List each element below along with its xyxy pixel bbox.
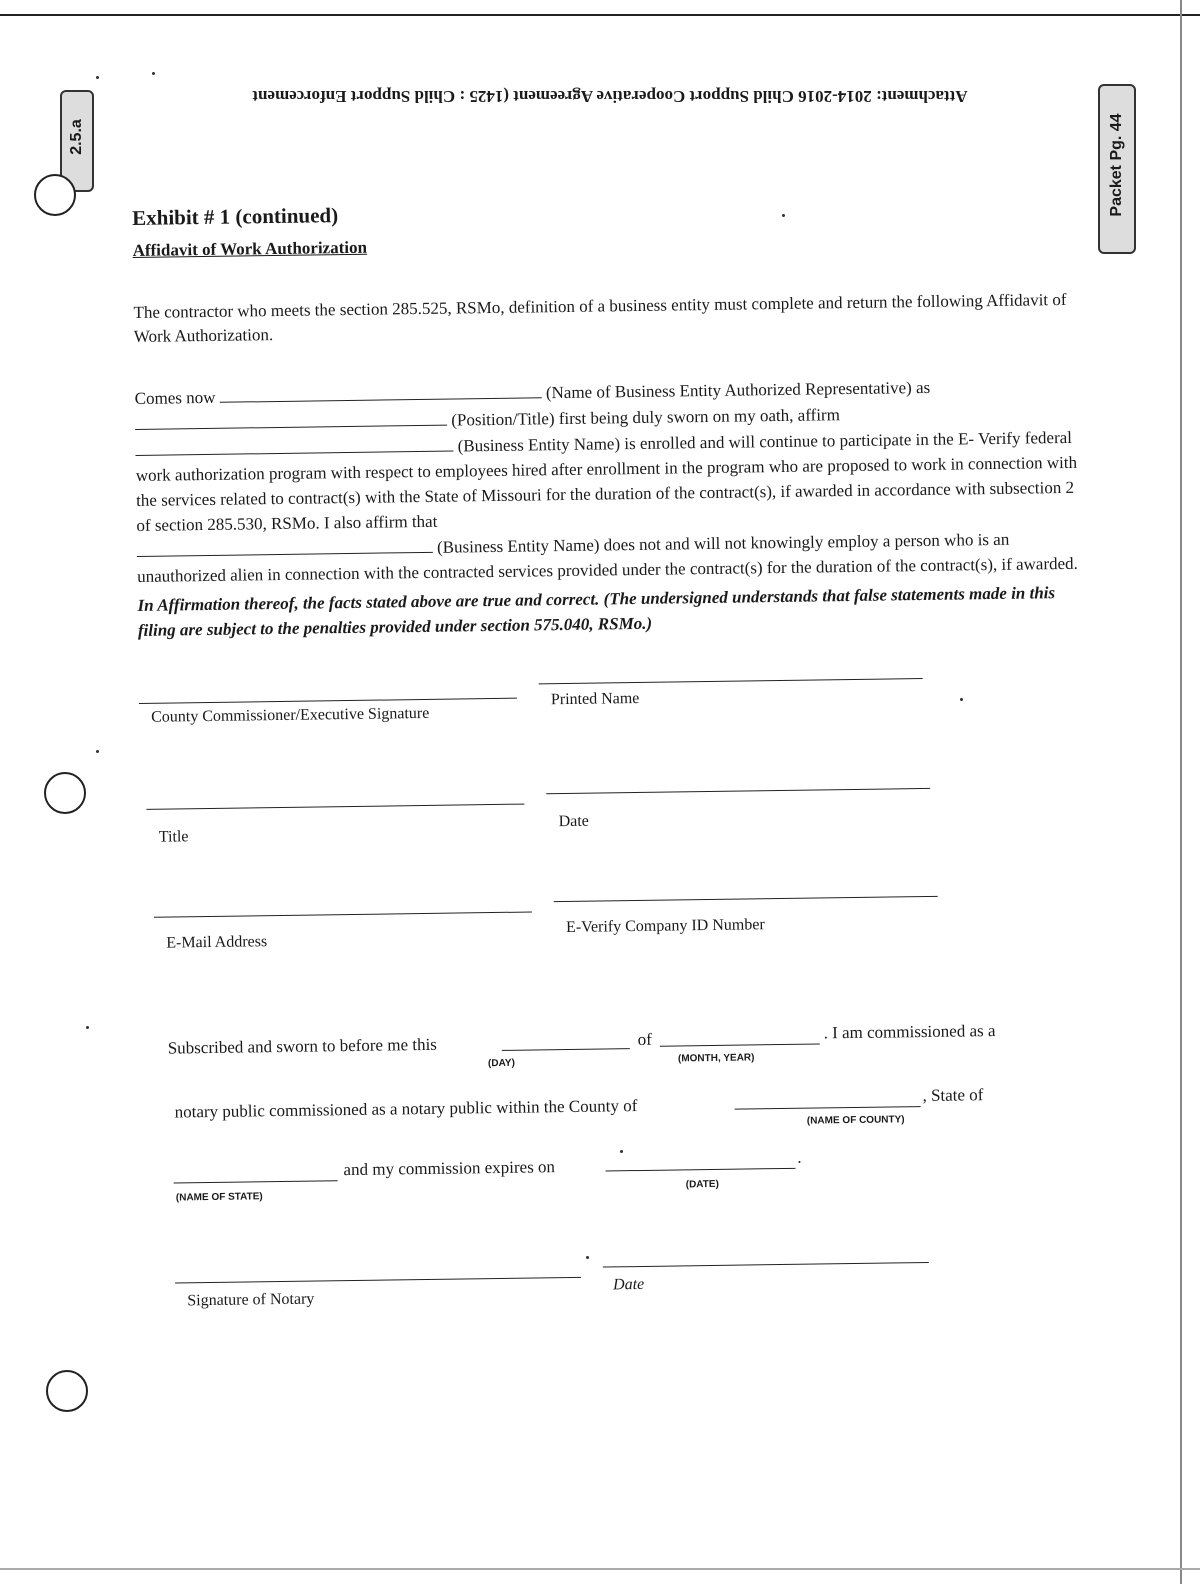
- position-title-field[interactable]: [135, 407, 447, 430]
- expiry-date-field[interactable]: [605, 1150, 795, 1172]
- punch-hole-icon: [34, 174, 76, 216]
- notary-signature-row: [147, 1253, 1108, 1378]
- business-entity-name-field[interactable]: [135, 433, 453, 456]
- date-line[interactable]: [546, 788, 930, 794]
- state-name-field[interactable]: [173, 1162, 337, 1183]
- scan-speck: [86, 1026, 89, 1029]
- affidavit-body: [134, 372, 1092, 589]
- subscribed-text: Subscribed and sworn to before me this: [167, 1034, 437, 1058]
- unauthorized-alien-text: is an unauthorized alien in connection with the contracted services provided under the contract(s) for the duration of the contract(s), if awarded.: [137, 529, 1078, 586]
- everify-id-label: E-Verify Company ID Number: [565, 916, 765, 937]
- comes-now-text: Comes now: [134, 387, 216, 408]
- title-label: Title: [158, 828, 189, 846]
- county-label: (NAME OF COUNTY): [806, 1114, 905, 1127]
- day-label: (DAY): [487, 1057, 515, 1070]
- commissioner-signature-label: County Commissioner/Executive Signature: [151, 704, 430, 726]
- month-year-label: (MONTH, YEAR): [677, 1052, 755, 1065]
- scan-speck: [152, 72, 155, 75]
- packet-page-label: Packet Pg. 44: [1108, 113, 1125, 217]
- signature-row-1: [139, 670, 1100, 795]
- punch-hole-icon: [44, 772, 86, 814]
- expires-period: .: [797, 1147, 802, 1167]
- page-edge-top: [0, 14, 1200, 16]
- notary-date-line[interactable]: [603, 1262, 929, 1268]
- notary-signature-line[interactable]: [175, 1277, 581, 1284]
- affidavit-content: [132, 193, 1108, 1379]
- date-label: Date: [558, 812, 589, 831]
- page-edge-right: [1180, 0, 1182, 1584]
- month-year-field[interactable]: [660, 1025, 820, 1046]
- state-label: (NAME OF STATE): [175, 1191, 263, 1204]
- scan-speck: [96, 750, 99, 753]
- business-entity-label-2: (Business Entity Name) does not and will not knowingly employ a person who: [436, 530, 974, 557]
- position-label: (Position/Title) first being duly sworn on my oath, affirm: [451, 405, 841, 430]
- page-edge-bottom: [0, 1568, 1200, 1570]
- attachment-header: Attachment: 2014-2016 Child Support Cooperative Agreement (1425 : Child Support Enforcement: [252, 87, 968, 106]
- notary-date-label: Date: [612, 1275, 645, 1294]
- packet-page-stamp: [1098, 84, 1136, 254]
- signature-row-2: [140, 782, 1101, 907]
- affidavit-title: Affidavit of Work Authorization: [132, 237, 368, 260]
- notary-signature-label: Signature of Notary: [187, 1290, 315, 1310]
- commissioned-text: . I am commissioned as a: [823, 1021, 996, 1043]
- state-of-text: , State of: [922, 1085, 984, 1106]
- email-line[interactable]: [154, 911, 532, 917]
- representative-label: (Name of Business Entity Authorized Representative) as: [545, 377, 931, 403]
- email-label: E-Mail Address: [166, 933, 268, 952]
- intro-paragraph: The contractor who meets the section 285.525, RSMo, definition of a business entity must complete and return the following Affidavit of Work Authorization.: [133, 289, 1067, 346]
- title-line[interactable]: [146, 804, 524, 810]
- representative-name-field[interactable]: [219, 379, 541, 402]
- signature-row-3: [142, 894, 1103, 1019]
- day-field[interactable]: [502, 1030, 630, 1051]
- expiry-date-label: (DATE): [685, 1178, 719, 1191]
- business-entity-label: (Business Entity Name) is enrolled and will continue to participate in the E-: [457, 429, 975, 456]
- punch-hole-icon: [46, 1370, 88, 1412]
- everify-continuation-text: Verify federal work authorization program with respect to employees hired after enrollment in the program who are proposed to work in connection with the services related to contract(s) with the State of Missouri for the duration of the contract(s), if awarded in accordance with subsection 2 of section 285.530, RSMo. I also affirm that: [135, 427, 1078, 535]
- business-entity-name-field-2[interactable]: [137, 534, 433, 557]
- scan-speck: [96, 76, 99, 79]
- printed-name-line[interactable]: [539, 678, 923, 684]
- notary-expiry-line: [145, 1134, 1106, 1227]
- county-name-field[interactable]: [734, 1088, 920, 1110]
- affirmation-statement: In Affirmation thereof, the facts stated above are true and correct. (The undersigned understands that false statements made in this filing are subject to the penalties provided under section 575.040, RSMo.): [137, 583, 1056, 640]
- of-text: of: [637, 1029, 652, 1050]
- notary-public-text: notary public commissioned as a notary public within the County of: [174, 1096, 638, 1122]
- printed-name-label: Printed Name: [550, 689, 640, 709]
- commissioner-signature-line[interactable]: [139, 698, 517, 704]
- exhibit-title: Exhibit # 1 (continued): [132, 203, 339, 230]
- expires-text: and my commission expires on: [343, 1157, 556, 1180]
- section-stamp-label: 2.5.a: [68, 119, 85, 155]
